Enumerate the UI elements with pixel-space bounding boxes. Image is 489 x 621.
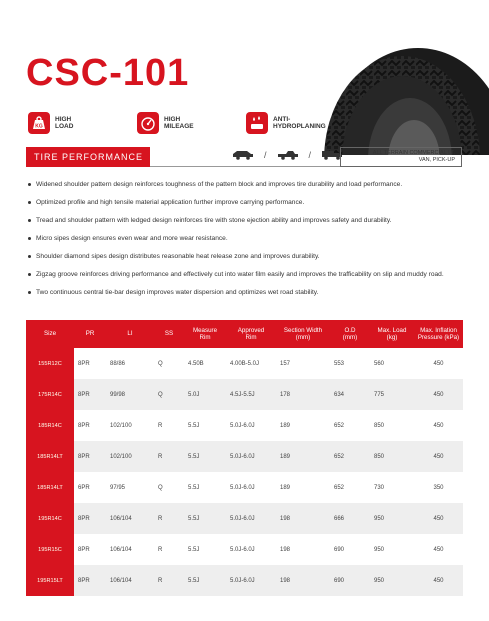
column-header: LI — [106, 320, 154, 348]
table-cell: 450 — [414, 503, 463, 534]
table-cell: 189 — [280, 484, 291, 491]
table-cell: 5.0J-6.0J — [226, 565, 276, 596]
column-header: PR — [74, 320, 106, 348]
table-cell: 8PR — [78, 360, 90, 367]
table-cell: 5.0J — [184, 379, 226, 410]
table-cell: 8PR — [78, 422, 90, 429]
pickup-icon — [277, 150, 299, 160]
table-cell: 4.5J-5.5J — [226, 379, 276, 410]
feature-high-load — [28, 112, 119, 134]
table-cell: 730 — [374, 484, 385, 491]
feature-label: ANTI- HYDROPLANING — [273, 115, 326, 130]
list-item: Widened shoulder pattern design reinforces toughness of the pattern block and improves tire durability and load performance. — [28, 177, 468, 192]
feature-high-mileage — [137, 112, 228, 134]
table-cell: 5.5J — [188, 422, 200, 429]
table-cell: 102/100 — [106, 441, 154, 472]
column-header: Max. Load (kg) — [370, 320, 414, 348]
table-cell: 850 — [370, 441, 414, 472]
terrain-line: ALL TERRAIN COMMERCIAL LT, — [372, 150, 455, 156]
table-cell: 106/104 — [106, 565, 154, 596]
table-cell: 198 — [276, 565, 330, 596]
table-cell: 106/104 — [110, 546, 132, 553]
table-cell: 5.5J — [188, 546, 200, 553]
feature-list — [28, 112, 337, 134]
list-item: Two continuous central tie-bar design improves water dispersion and optimizes wet road stability. — [28, 285, 468, 300]
table-cell: 97/95 — [110, 484, 126, 491]
speedometer-icon — [137, 112, 159, 134]
size-cell: 155R12C — [26, 348, 74, 379]
table-cell: 450 — [433, 422, 444, 429]
table-cell: 652 — [334, 484, 345, 491]
table-row — [26, 503, 463, 534]
table-cell: 5.0J-6.0J — [230, 422, 255, 429]
table-row — [26, 379, 463, 410]
product-title: CSC-101 — [26, 52, 190, 94]
column-header: Measure Rim — [184, 320, 226, 348]
table-cell: 5.5J — [184, 503, 226, 534]
tire-image — [290, 30, 489, 155]
feature-label: HIGH MILEAGE — [164, 115, 194, 130]
table-cell: 450 — [433, 546, 444, 553]
table-cell: Q — [158, 360, 163, 367]
column-header: SS — [154, 320, 184, 348]
size-cell: 175R14C — [26, 379, 74, 410]
list-item: Tread and shoulder pattern with ledged design reinforces tire with stone ejection ability and improves safety and durability. — [28, 213, 468, 228]
table-cell: 950 — [374, 546, 385, 553]
table-cell: R — [158, 422, 163, 429]
kg-weight-icon — [28, 112, 50, 134]
table-row — [26, 534, 463, 565]
spec-table — [26, 320, 463, 596]
table-cell: 775 — [370, 379, 414, 410]
size-cell: 185R14C — [26, 410, 74, 441]
table-cell: 8PR — [74, 441, 106, 472]
table-cell: 189 — [276, 441, 330, 472]
table-cell: R — [154, 441, 184, 472]
table-cell: 950 — [370, 503, 414, 534]
column-header: Approved Rim — [226, 320, 276, 348]
feature-anti-hydroplaning — [246, 112, 337, 134]
table-cell: 450 — [414, 565, 463, 596]
table-cell: 950 — [370, 565, 414, 596]
separator: / — [264, 150, 267, 160]
terrain-box — [340, 147, 462, 167]
table-cell: 198 — [276, 503, 330, 534]
size-cell: 185R14LT — [26, 441, 74, 472]
table-cell: R — [158, 546, 163, 553]
table-header — [26, 320, 463, 348]
table-cell: 634 — [330, 379, 370, 410]
table-cell: R — [154, 565, 184, 596]
terrain-line: VAN, PICK-UP — [418, 157, 455, 164]
table-cell: 560 — [374, 360, 385, 367]
table-cell: 102/100 — [110, 422, 132, 429]
table-cell: 4.50B — [188, 360, 204, 367]
table-cell: 8PR — [78, 546, 90, 553]
table-cell: R — [154, 503, 184, 534]
column-header: Max. Inflation Pressure (kPa) — [414, 320, 463, 348]
table-cell: 652 — [330, 441, 370, 472]
table-cell: 350 — [433, 484, 444, 491]
table-row — [26, 472, 463, 503]
feature-bullets — [28, 177, 468, 303]
table-cell: 5.0J-6.0J — [226, 503, 276, 534]
table-cell: 8PR — [74, 565, 106, 596]
table-cell: 690 — [334, 546, 345, 553]
table-cell: 850 — [374, 422, 385, 429]
table-cell: 106/104 — [106, 503, 154, 534]
size-cell: 185R14LT — [26, 472, 74, 503]
table-cell: 5.5J — [184, 441, 226, 472]
list-item: Zigzag groove reinforces driving performance and effectively cut into water film easily and improves the trafficability on slip and muddy road. — [28, 267, 468, 282]
table-row — [26, 565, 463, 596]
table-cell: 88/86 — [110, 360, 126, 367]
size-cell: 195R15LT — [26, 565, 74, 596]
table-cell: 157 — [280, 360, 291, 367]
column-header: O.D (mm) — [330, 320, 370, 348]
feature-label: HIGH LOAD — [55, 115, 74, 130]
table-row — [26, 410, 463, 441]
table-cell: 99/98 — [106, 379, 154, 410]
table-row — [26, 441, 463, 472]
size-cell: 195R15C — [26, 534, 74, 565]
list-item: Micro sipes design ensures even wear and more wear resistance. — [28, 231, 468, 246]
table-cell: 6PR — [78, 484, 90, 491]
divider — [150, 166, 340, 167]
table-cell: 666 — [330, 503, 370, 534]
table-cell: Q — [154, 379, 184, 410]
table-cell: 178 — [276, 379, 330, 410]
table-cell: Q — [158, 484, 163, 491]
column-header: Section Width (mm) — [276, 320, 330, 348]
list-item: Shoulder diamond sipes design distributes reasonable heat release zone and improves durability. — [28, 249, 468, 264]
table-cell: 8PR — [74, 379, 106, 410]
table-cell: 4.00B-5.0J — [230, 360, 260, 367]
table-cell: 690 — [330, 565, 370, 596]
separator: / — [308, 150, 312, 160]
svg-text:KG: KG — [35, 123, 43, 130]
table-cell: 553 — [334, 360, 345, 367]
tire-performance-label: TIRE PERFORMANCE — [26, 147, 150, 167]
table-cell: 5.0J-6.0J — [226, 441, 276, 472]
table-cell: 450 — [414, 379, 463, 410]
table-cell: 5.0J-6.0J — [230, 484, 255, 491]
size-cell: 195R14C — [26, 503, 74, 534]
rain-tire-icon — [246, 112, 268, 134]
tire-illustration — [290, 30, 489, 155]
table-cell: 450 — [433, 360, 444, 367]
table-cell: 198 — [280, 546, 291, 553]
table-cell: 8PR — [74, 503, 106, 534]
column-header: Size — [26, 320, 74, 348]
vehicle-types — [232, 150, 343, 160]
table-cell: 450 — [414, 441, 463, 472]
table-cell: 5.5J — [188, 484, 200, 491]
list-item: Optimized profile and high tensile material application further improve carrying performance. — [28, 195, 468, 210]
table-cell: 5.0J-6.0J — [230, 546, 255, 553]
table-cell: 5.5J — [184, 565, 226, 596]
table-cell: 189 — [280, 422, 291, 429]
van-icon — [232, 150, 254, 160]
table-row — [26, 348, 463, 379]
table-cell: 652 — [334, 422, 345, 429]
